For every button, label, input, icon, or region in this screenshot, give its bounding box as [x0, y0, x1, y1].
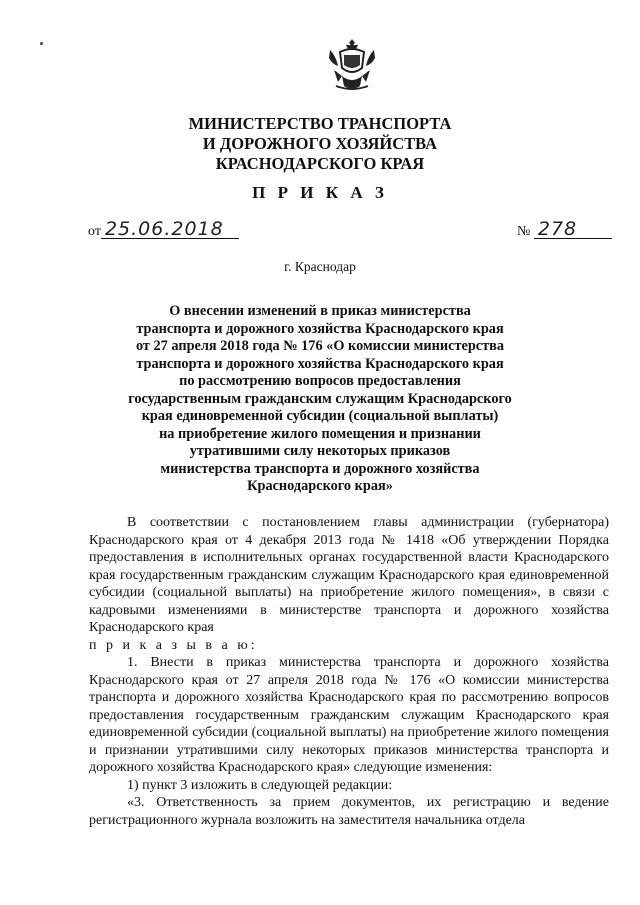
paragraph-preamble: [89, 514, 609, 637]
subject-line: О внесении изменений в приказ министерства: [169, 303, 471, 319]
ministry-line-2: И ДОРОЖНОГО ХОЗЯЙСТВА: [202, 134, 438, 153]
subject-line: по рассмотрению вопросов предоставления: [179, 373, 461, 389]
city: г. Краснодар: [284, 259, 356, 274]
order-directive: п р и к а з ы в а ю:: [89, 637, 258, 653]
order-date: [88, 220, 239, 240]
ministry-name: [0, 114, 640, 174]
order-body: [89, 514, 609, 829]
order-number: [517, 220, 612, 240]
subject-line: от 27 апреля 2018 года № 176 «О комиссии министерства: [135, 338, 505, 354]
subject-line: транспорта и дорожного хозяйства Краснодарского края: [136, 355, 504, 372]
subject-line: государственным гражданским служащим Краснодарского: [128, 390, 512, 407]
subject-line: транспорта и дорожного хозяйства Краснодарского края: [136, 320, 504, 337]
subject-line: на приобретение жилого помещения и признании: [159, 425, 481, 442]
number-prefix: №: [517, 224, 531, 239]
subject-line: Краснодарского края»: [247, 478, 393, 494]
subject-line: края единовременной субсидии (социальной выплаты): [141, 408, 499, 424]
subject-line: министерства транспорта и дорожного хозяйства: [160, 460, 480, 477]
preamble-text: В соответствии с постановлением главы администрации (губернатора) Краснодарского края от 4 декабря 2013 года № 1418 «Об утверждении Порядка предоставления в исполнительных органах государственной власти Краснодарского края государственным гражданским служащим Краснодарского края единовременной субсидии (социальной выплаты) на приобретение жилого помещения», в связи с кадровыми изменениями в министерстве транспорта и дорожного хозяйства Краснодарского края: [89, 515, 609, 635]
date-prefix: от: [88, 224, 101, 239]
scan-speck: [40, 42, 43, 45]
handwritten-number: 278: [534, 220, 612, 239]
paragraph-subitem-1: 1) пункт 3 изложить в следующей редакции:: [127, 777, 393, 793]
subject-line: утратившими силу некоторых приказов: [189, 443, 451, 459]
handwritten-date: 25.06.2018: [101, 220, 239, 239]
ministry-line-3: КРАСНОДАРСКОГО КРАЯ: [215, 154, 425, 173]
paragraph-item-1: 1. Внести в приказ министерства транспорта и дорожного хозяйства Краснодарского края от 27 апреля 2018 года № 176 «О комиссии министерства транспорта и дорожного хозяйства Краснодарского края по рассмотрению вопросов предоставления государственным гражданским служащим Краснодарского края единовременной субсидии (социальной выплаты) на приобретение жилого помещения и признании утратившими силу некоторых приказов министерства транспорта и дорожного хозяйства Краснодарского края» следующие изменения:: [89, 655, 609, 775]
order-title: П Р И К А З: [252, 183, 388, 202]
coat-of-arms-emblem: [326, 36, 378, 92]
order-subject: [110, 303, 530, 496]
ministry-line-1: МИНИСТЕРСТВО ТРАНСПОРТА: [188, 114, 452, 133]
paragraph-clause-3: «3. Ответственность за прием документов, их регистрацию и ведение регистрационного журнала возложить на заместителя начальника отдела: [89, 795, 609, 828]
